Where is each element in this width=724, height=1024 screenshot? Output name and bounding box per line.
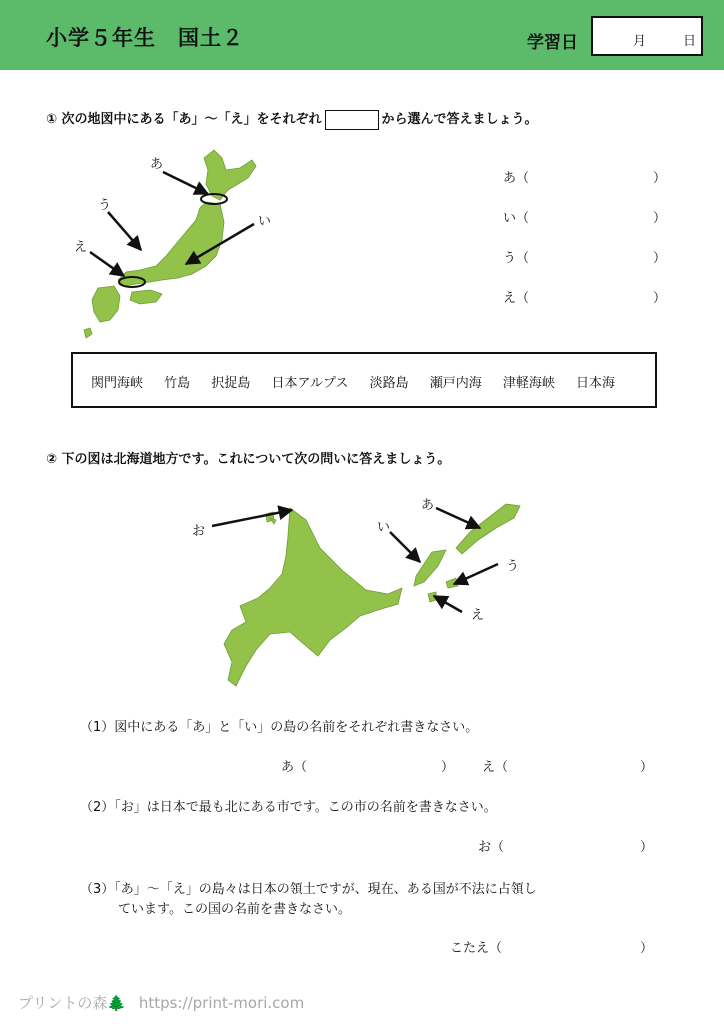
word-bank-item: 日本アルプス xyxy=(271,376,349,391)
word-bank-item: 竹島 xyxy=(164,376,191,391)
arrow-a xyxy=(163,172,208,194)
q2-sub3-line1: （3）「あ」～「え」の島々は日本の領土ですが、現在、ある国が不法に占領し xyxy=(80,882,537,897)
arrow-hk-u xyxy=(454,564,498,584)
hokkaido-label-a: あ xyxy=(421,498,435,513)
word-bank-item: 日本海 xyxy=(576,376,616,391)
hokkaido-main xyxy=(224,508,402,686)
footer-url[interactable]: https://print-mori.com xyxy=(138,994,305,1012)
hokkaido-label-o: お xyxy=(192,524,206,539)
word-bank-item: 択捉島 xyxy=(211,376,251,391)
word-bank-item: 瀬戸内海 xyxy=(429,376,482,391)
japan-label-u: う xyxy=(98,198,112,213)
q2-sub3-line2: ています。この国の名前を書きなさい。 xyxy=(118,902,351,917)
okinawa-shape xyxy=(84,328,92,338)
hokkaido-label-u: う xyxy=(506,559,520,574)
q2-sub2-answer[interactable]: お（ ） xyxy=(478,840,654,855)
kyushu-shape xyxy=(92,286,120,322)
word-bank-item: 淡路島 xyxy=(369,376,409,391)
word-bank xyxy=(71,352,657,408)
q2-sub2: （2）「お」は日本で最も北にある市です。この市の名前を書きなさい。 xyxy=(80,800,497,815)
hokkaido-shape xyxy=(204,150,256,200)
hokkaido-label-i: い xyxy=(377,520,391,535)
japan-label-i: い xyxy=(258,214,272,229)
q2-sub1-answer-e[interactable]: え（ ） xyxy=(482,760,654,775)
footer xyxy=(18,992,304,1013)
kunashiri-island xyxy=(414,550,446,586)
q2-sub3-answer[interactable]: こたえ（ ） xyxy=(450,941,654,956)
q2-sub1-answer-a[interactable]: あ（ ） xyxy=(281,760,455,775)
q1-heading-pre: ① 次の地図中にある「あ」～「え」をそれぞれ xyxy=(46,112,322,127)
shikoku-shape xyxy=(130,290,162,304)
month-label: 月 xyxy=(633,34,647,49)
arrow-hk-i xyxy=(390,532,420,562)
q1-answer-i[interactable]: い（ ） xyxy=(503,211,667,226)
day-label: 日 xyxy=(683,34,697,49)
arrow-hk-a xyxy=(436,508,480,528)
etorofu-island xyxy=(456,504,520,554)
footer-brand: プリントの森🌲 xyxy=(18,994,127,1012)
arrow-e xyxy=(90,252,124,276)
hokkaido-map xyxy=(224,504,520,686)
word-bank-item: 津軽海峡 xyxy=(502,376,555,391)
q1-answer-u[interactable]: う（ ） xyxy=(503,251,667,266)
arrow-hk-e xyxy=(434,596,462,612)
q2-sub1: （1）図中にある「あ」と「い」の島の名前をそれぞれ書きなさい。 xyxy=(80,720,479,735)
hokkaido-label-e: え xyxy=(471,608,485,623)
word-bank-words xyxy=(91,372,615,391)
word-bank-item: 関門海峡 xyxy=(91,376,144,391)
date-label: 学習日 xyxy=(527,33,578,53)
japan-label-e: え xyxy=(74,240,88,255)
q2-heading: ② 下の図は北海道地方です。これについて次の問いに答えましょう。 xyxy=(46,452,451,467)
honshu-shape xyxy=(118,202,224,286)
q1-answer-a[interactable]: あ（ ） xyxy=(503,171,667,186)
worksheet-title: 小学５年生 国土２ xyxy=(46,26,244,50)
japan-label-a: あ xyxy=(150,157,164,172)
arrow-u xyxy=(108,212,141,250)
japan-map xyxy=(84,150,256,338)
q1-heading-post: から選んで答えましょう。 xyxy=(381,112,538,127)
arrow-o xyxy=(212,510,292,526)
q1-answer-e[interactable]: え（ ） xyxy=(503,291,667,306)
